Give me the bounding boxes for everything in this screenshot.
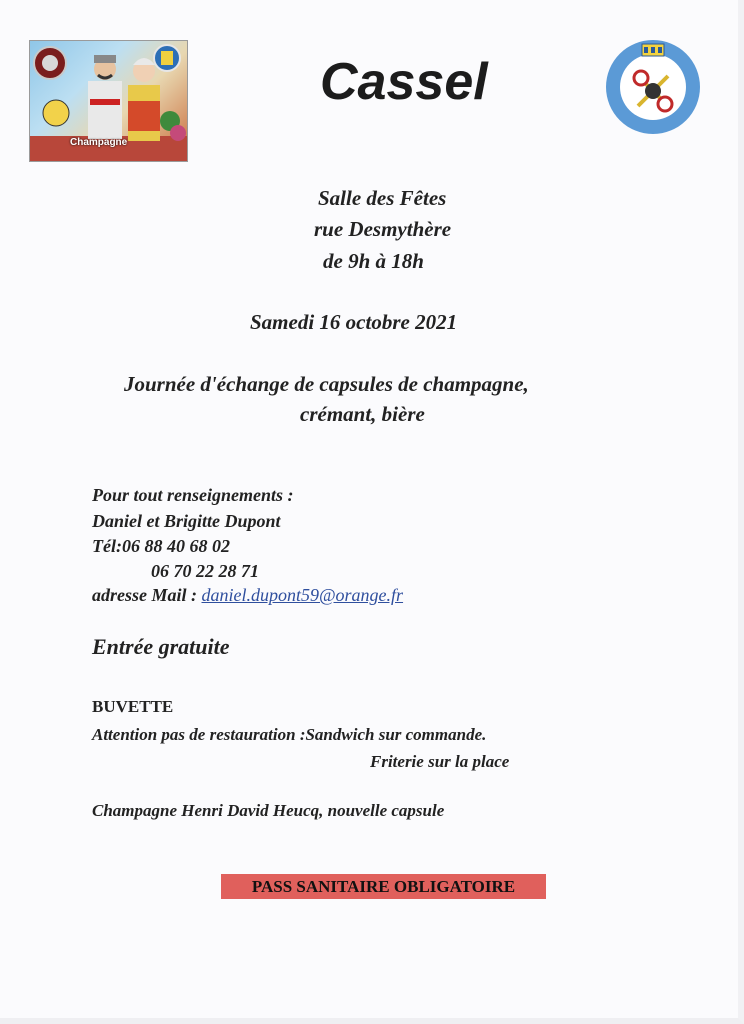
event-date: Samedi 16 octobre 2021 (250, 310, 458, 334)
contact-heading: Pour tout renseignements : (92, 485, 294, 505)
giants-photo (29, 40, 188, 162)
venue-hall: Salle des Fêtes (318, 186, 447, 210)
entry-info: Entrée gratuite (92, 634, 230, 659)
champagne-note: Champagne Henri David Heucq, nouvelle capsule (92, 801, 445, 820)
contact-mail-line (92, 585, 403, 606)
photo-caption: Champagne (70, 137, 128, 148)
contact-names: Daniel et Brigitte Dupont (92, 511, 281, 531)
email-link[interactable]: daniel.dupont59@orange.fr (201, 585, 404, 605)
pass-sanitaire-banner: PASS SANITAIRE OBLIGATOIRE (221, 874, 546, 899)
event-description-line2: crémant, bière (300, 402, 425, 426)
mail-label: adresse Mail : (92, 585, 202, 605)
event-description-line1: Journée d'échange de capsules de champagne, (124, 372, 529, 396)
contact-phone-1: Tél:06 88 40 68 02 (92, 536, 230, 556)
buvette-title: BUVETTE (92, 697, 174, 716)
buvette-note-line1: Attention pas de restauration :Sandwich sur commande. (92, 725, 487, 744)
contact-phone-2: 06 70 22 28 71 (151, 561, 259, 581)
venue-hours: de 9h à 18h (323, 249, 424, 273)
association-logo (604, 38, 702, 136)
page-title: Cassel (320, 53, 488, 111)
buvette-note-line2: Friterie sur la place (370, 752, 510, 771)
venue-street: rue Desmythère (314, 217, 452, 241)
